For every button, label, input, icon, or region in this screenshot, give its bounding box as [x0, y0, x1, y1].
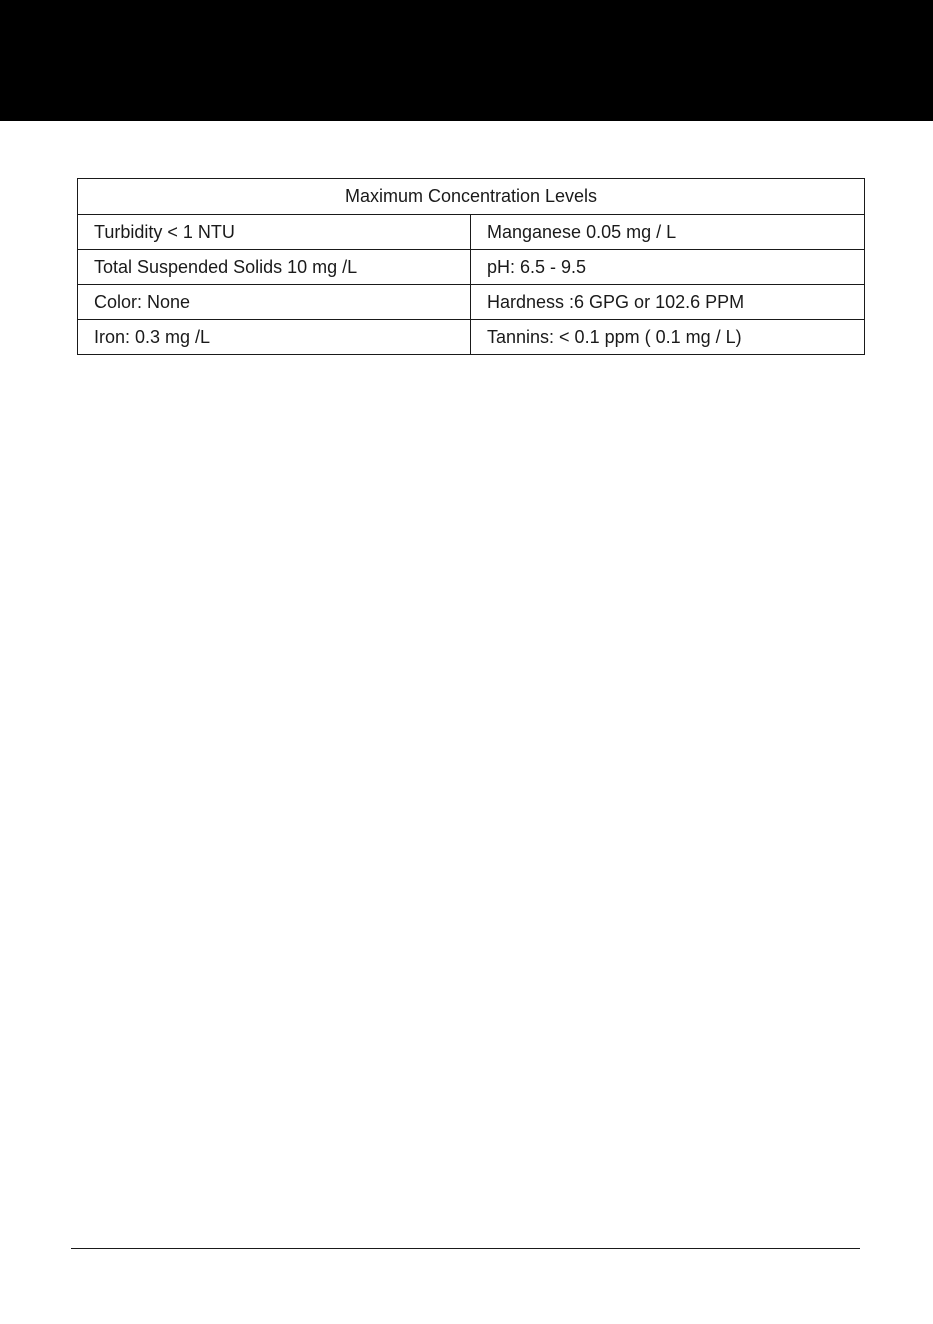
- table-cell: Total Suspended Solids 10 mg /L: [78, 250, 471, 285]
- max-concentration-table: [77, 178, 865, 355]
- table-header-row: [78, 179, 865, 215]
- table-cell: Tannins: < 0.1 ppm ( 0.1 mg / L): [471, 320, 865, 355]
- table-cell: Hardness :6 GPG or 102.6 PPM: [471, 285, 865, 320]
- table-cell: Turbidity < 1 NTU: [78, 215, 471, 250]
- table-caption: Maximum Concentration Levels: [78, 179, 865, 215]
- header-bar: [0, 0, 933, 121]
- table-row: [78, 215, 865, 250]
- table-row: [78, 250, 865, 285]
- table-cell: Color: None: [78, 285, 471, 320]
- table-cell: Iron: 0.3 mg /L: [78, 320, 471, 355]
- table-cell: Manganese 0.05 mg / L: [471, 215, 865, 250]
- table-cell: pH: 6.5 - 9.5: [471, 250, 865, 285]
- table-row: [78, 285, 865, 320]
- footer-divider: [71, 1248, 860, 1249]
- table-row: [78, 320, 865, 355]
